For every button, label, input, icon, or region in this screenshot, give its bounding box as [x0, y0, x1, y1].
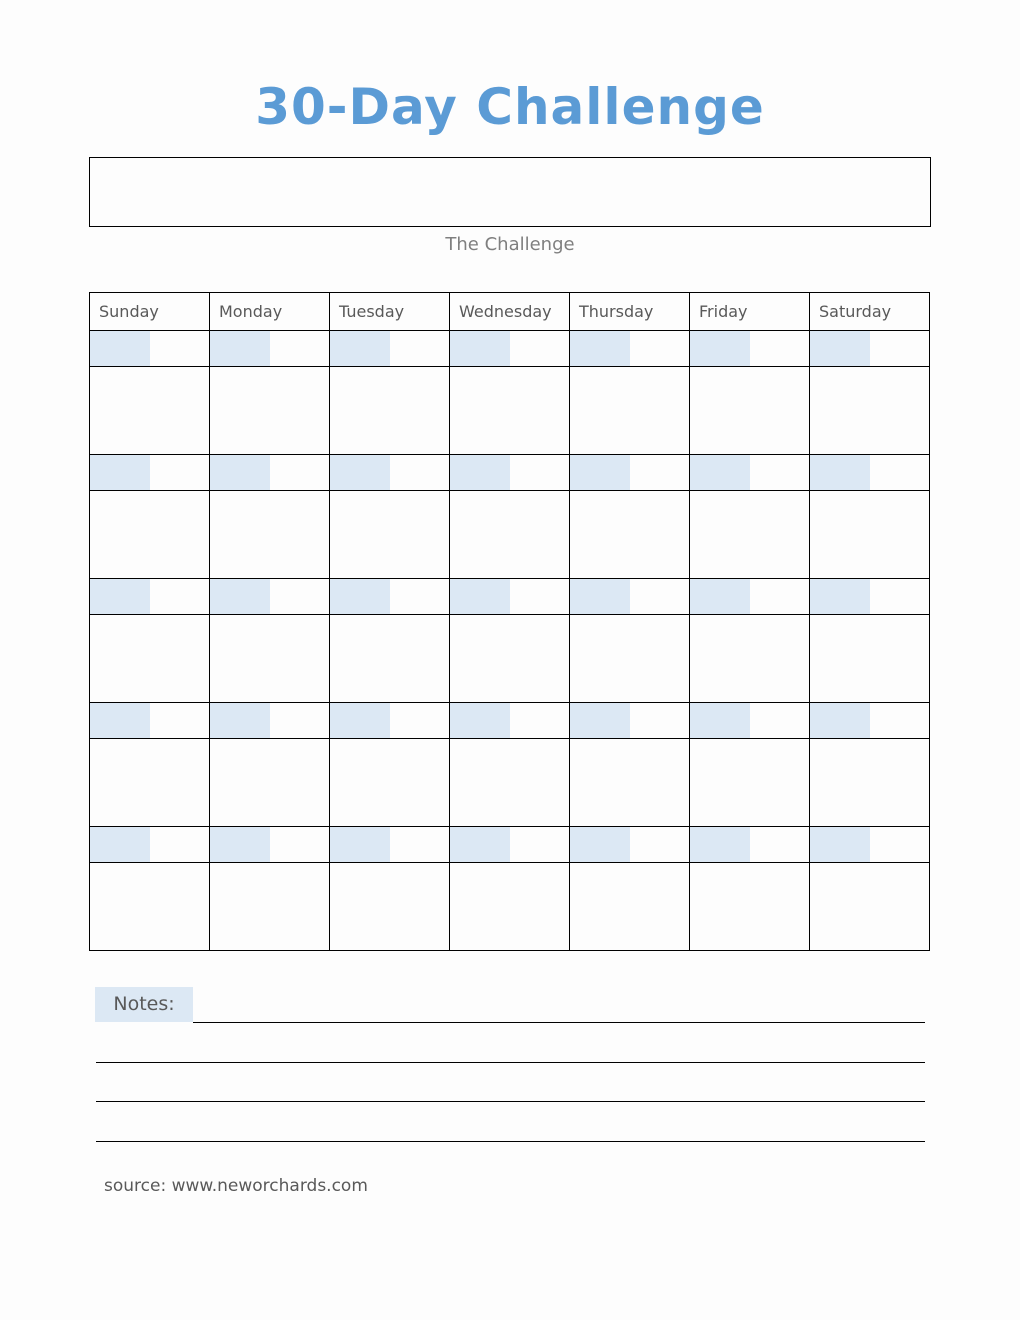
date-number-field[interactable]	[450, 827, 569, 862]
challenge-input[interactable]	[89, 157, 931, 227]
day-entry-cell[interactable]	[810, 615, 930, 703]
date-number-row	[90, 331, 930, 367]
date-number-cell[interactable]	[810, 827, 930, 863]
date-number-field[interactable]	[90, 579, 209, 614]
date-number-field[interactable]	[810, 703, 929, 738]
date-number-shade	[450, 703, 510, 738]
day-entry-cell[interactable]	[810, 863, 930, 951]
source-text: source: www.neworchards.com	[104, 1176, 368, 1196]
date-number-shade	[90, 703, 150, 738]
day-entry-row	[90, 863, 930, 951]
date-number-field[interactable]	[690, 579, 809, 614]
notes-label: Notes:	[95, 987, 193, 1022]
date-number-cell[interactable]	[570, 827, 690, 863]
date-number-shade	[210, 703, 270, 738]
challenge-label: The Challenge	[445, 234, 575, 255]
date-number-shade	[690, 455, 750, 490]
date-number-field[interactable]	[570, 827, 689, 862]
date-number-shade	[570, 827, 630, 862]
day-header-wednesday: Wednesday	[450, 293, 570, 331]
day-entry-row	[90, 615, 930, 703]
date-number-shade	[810, 579, 870, 614]
date-number-shade	[810, 703, 870, 738]
notes-line-1[interactable]	[193, 1022, 925, 1023]
day-header-tuesday: Tuesday	[330, 293, 450, 331]
date-number-cell[interactable]	[90, 579, 210, 615]
day-entry-cell[interactable]	[210, 491, 330, 579]
date-number-cell[interactable]	[570, 703, 690, 739]
date-number-shade	[570, 579, 630, 614]
date-number-cell[interactable]	[210, 331, 330, 367]
day-entry-cell[interactable]	[90, 739, 210, 827]
date-number-shade	[90, 455, 150, 490]
date-number-row	[90, 455, 930, 491]
date-number-shade	[210, 455, 270, 490]
date-number-shade	[810, 455, 870, 490]
date-number-cell[interactable]	[450, 331, 570, 367]
date-number-shade	[570, 455, 630, 490]
date-number-cell[interactable]	[450, 827, 570, 863]
date-number-shade	[90, 579, 150, 614]
date-number-field[interactable]	[570, 455, 689, 490]
date-number-field[interactable]	[210, 579, 329, 614]
day-entry-cell[interactable]	[450, 863, 570, 951]
date-number-shade	[330, 579, 390, 614]
date-number-field[interactable]	[810, 579, 929, 614]
date-number-field[interactable]	[450, 455, 569, 490]
day-entry-cell[interactable]	[690, 615, 810, 703]
day-header-monday: Monday	[210, 293, 330, 331]
day-entry-cell[interactable]	[330, 863, 450, 951]
day-entry-cell[interactable]	[210, 367, 330, 455]
day-header-thursday: Thursday	[570, 293, 690, 331]
date-number-row	[90, 579, 930, 615]
date-number-cell[interactable]	[450, 455, 570, 491]
date-number-cell[interactable]	[810, 331, 930, 367]
day-header-friday: Friday	[690, 293, 810, 331]
date-number-shade	[330, 703, 390, 738]
day-entry-cell[interactable]	[570, 491, 690, 579]
day-entry-cell[interactable]	[810, 491, 930, 579]
date-number-cell[interactable]	[450, 579, 570, 615]
day-entry-cell[interactable]	[450, 491, 570, 579]
date-number-cell[interactable]	[690, 331, 810, 367]
date-number-field[interactable]	[570, 331, 689, 366]
notes-line-2[interactable]	[96, 1062, 925, 1063]
date-number-field[interactable]	[450, 331, 569, 366]
date-number-field[interactable]	[690, 827, 809, 862]
date-number-cell[interactable]	[570, 455, 690, 491]
date-number-field[interactable]	[330, 703, 449, 738]
date-number-shade	[210, 579, 270, 614]
day-entry-cell[interactable]	[330, 615, 450, 703]
date-number-cell[interactable]	[690, 579, 810, 615]
date-number-cell[interactable]	[210, 827, 330, 863]
day-entry-row	[90, 367, 930, 455]
date-number-cell[interactable]	[330, 703, 450, 739]
date-number-field[interactable]	[810, 827, 929, 862]
date-number-field[interactable]	[90, 455, 209, 490]
notes-line-4[interactable]	[96, 1141, 925, 1142]
day-entry-cell[interactable]	[210, 863, 330, 951]
date-number-field[interactable]	[690, 703, 809, 738]
date-number-field[interactable]	[450, 703, 569, 738]
day-header-saturday: Saturday	[810, 293, 930, 331]
day-entry-cell[interactable]	[450, 739, 570, 827]
date-number-cell[interactable]	[570, 331, 690, 367]
date-number-shade	[210, 827, 270, 862]
date-number-shade	[90, 827, 150, 862]
date-number-cell[interactable]	[90, 331, 210, 367]
date-number-cell[interactable]	[690, 455, 810, 491]
notes-line-3[interactable]	[96, 1101, 925, 1102]
date-number-cell[interactable]	[330, 579, 450, 615]
date-number-shade	[450, 455, 510, 490]
date-number-cell[interactable]	[570, 579, 690, 615]
day-entry-cell[interactable]	[690, 863, 810, 951]
day-entry-cell[interactable]	[210, 615, 330, 703]
date-number-field[interactable]	[570, 703, 689, 738]
date-number-shade	[330, 331, 390, 366]
date-number-field[interactable]	[690, 331, 809, 366]
day-entry-cell[interactable]	[90, 367, 210, 455]
date-number-field[interactable]	[90, 827, 209, 862]
date-number-row	[90, 703, 930, 739]
day-entry-cell[interactable]	[330, 739, 450, 827]
date-number-shade	[810, 331, 870, 366]
date-number-cell[interactable]	[810, 579, 930, 615]
date-number-field[interactable]	[330, 331, 449, 366]
day-entry-cell[interactable]	[690, 739, 810, 827]
day-entry-cell[interactable]	[210, 739, 330, 827]
date-number-field[interactable]	[210, 331, 329, 366]
date-number-cell[interactable]	[330, 455, 450, 491]
day-header-sunday: Sunday	[90, 293, 210, 331]
date-number-cell[interactable]	[210, 703, 330, 739]
day-entry-cell[interactable]	[570, 367, 690, 455]
day-entry-cell[interactable]	[570, 615, 690, 703]
day-entry-row	[90, 491, 930, 579]
day-entry-cell[interactable]	[450, 367, 570, 455]
day-entry-cell[interactable]	[570, 863, 690, 951]
date-number-cell[interactable]	[210, 579, 330, 615]
date-number-shade	[570, 331, 630, 366]
date-number-cell[interactable]	[330, 827, 450, 863]
date-number-cell[interactable]	[90, 827, 210, 863]
day-header-row	[90, 293, 930, 331]
date-number-shade	[450, 331, 510, 366]
date-number-shade	[450, 827, 510, 862]
day-entry-cell[interactable]	[330, 491, 450, 579]
date-number-cell[interactable]	[90, 703, 210, 739]
day-entry-cell[interactable]	[810, 739, 930, 827]
date-number-cell[interactable]	[450, 703, 570, 739]
day-entry-cell[interactable]	[90, 615, 210, 703]
calendar-grid	[89, 292, 930, 951]
date-number-field[interactable]	[330, 455, 449, 490]
date-number-shade	[330, 455, 390, 490]
day-entry-cell[interactable]	[90, 863, 210, 951]
day-entry-cell[interactable]	[450, 615, 570, 703]
page-title: 30-Day Challenge	[255, 78, 765, 136]
day-entry-cell[interactable]	[810, 367, 930, 455]
date-number-shade	[330, 827, 390, 862]
date-number-shade	[570, 703, 630, 738]
date-number-field[interactable]	[810, 331, 929, 366]
day-entry-cell[interactable]	[570, 739, 690, 827]
date-number-field[interactable]	[450, 579, 569, 614]
date-number-field[interactable]	[90, 331, 209, 366]
date-number-field[interactable]	[210, 827, 329, 862]
date-number-shade	[90, 331, 150, 366]
day-entry-cell[interactable]	[690, 367, 810, 455]
date-number-cell[interactable]	[210, 455, 330, 491]
date-number-cell[interactable]	[810, 455, 930, 491]
day-entry-cell[interactable]	[690, 491, 810, 579]
date-number-cell[interactable]	[810, 703, 930, 739]
date-number-field[interactable]	[330, 579, 449, 614]
date-number-shade	[690, 703, 750, 738]
date-number-row	[90, 827, 930, 863]
date-number-shade	[210, 331, 270, 366]
date-number-shade	[810, 827, 870, 862]
date-number-shade	[690, 579, 750, 614]
date-number-cell[interactable]	[690, 827, 810, 863]
date-number-field[interactable]	[90, 703, 209, 738]
day-entry-row	[90, 739, 930, 827]
day-entry-cell[interactable]	[330, 367, 450, 455]
date-number-field[interactable]	[570, 579, 689, 614]
date-number-field[interactable]	[330, 827, 449, 862]
date-number-field[interactable]	[810, 455, 929, 490]
date-number-cell[interactable]	[690, 703, 810, 739]
date-number-field[interactable]	[690, 455, 809, 490]
date-number-cell[interactable]	[90, 455, 210, 491]
date-number-cell[interactable]	[330, 331, 450, 367]
date-number-shade	[450, 579, 510, 614]
date-number-shade	[690, 331, 750, 366]
date-number-field[interactable]	[210, 703, 329, 738]
date-number-shade	[690, 827, 750, 862]
day-entry-cell[interactable]	[90, 491, 210, 579]
date-number-field[interactable]	[210, 455, 329, 490]
